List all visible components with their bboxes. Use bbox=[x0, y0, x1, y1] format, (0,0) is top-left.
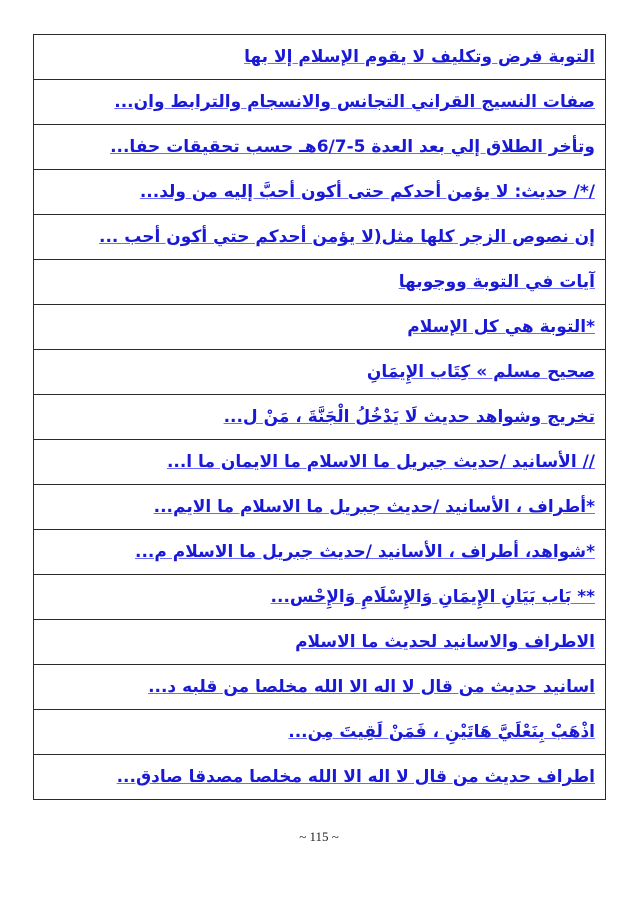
table-row bbox=[34, 350, 606, 395]
toc-link[interactable]: آيات في التوبة ووجوبها bbox=[398, 272, 595, 292]
table-row bbox=[34, 125, 606, 170]
page-number: ~ 115 ~ bbox=[299, 829, 339, 844]
table-cell bbox=[34, 530, 606, 575]
toc-link[interactable]: اطراف حديث من قال لا اله الا الله مخلصا مصدقا صادق... bbox=[116, 767, 595, 787]
table-row bbox=[34, 260, 606, 305]
table-cell bbox=[34, 35, 606, 80]
table-row bbox=[34, 665, 606, 710]
table-cell bbox=[34, 215, 606, 260]
table-cell bbox=[34, 755, 606, 800]
table-row bbox=[34, 440, 606, 485]
toc-link[interactable]: *التوبة هي كل الإسلام bbox=[407, 317, 595, 337]
table-cell bbox=[34, 260, 606, 305]
toc-link[interactable]: إن نصوص الزجر كلها مثل(لا يؤمن أحدكم حتي أكون أحب ... bbox=[99, 227, 595, 247]
table-cell bbox=[34, 620, 606, 665]
table-row bbox=[34, 620, 606, 665]
toc-link[interactable]: الاطراف والاسانيد لحديث ما الاسلام bbox=[295, 632, 595, 652]
table-cell bbox=[34, 170, 606, 215]
table-cell bbox=[34, 485, 606, 530]
contents-table bbox=[33, 34, 606, 800]
table-row bbox=[34, 80, 606, 125]
toc-link[interactable]: اذْهَبْ بِنَعْلَيَّ هَاتَيْنِ ، فَمَنْ لَقِيتَ مِن... bbox=[288, 722, 595, 742]
table-cell bbox=[34, 125, 606, 170]
toc-link[interactable]: *أطراف ، الأسانيد /حديث جبريل ما الاسلام ما الايم... bbox=[153, 497, 595, 517]
table-cell bbox=[34, 440, 606, 485]
toc-link[interactable]: وتأخر الطلاق إلي بعد العدة 5-6/7هـ حسب تحقيقات حفا... bbox=[110, 137, 595, 157]
toc-link[interactable]: اسانيد حديث من قال لا اله الا الله مخلصا من قلبه د... bbox=[148, 677, 595, 697]
table-row bbox=[34, 305, 606, 350]
table-row bbox=[34, 35, 606, 80]
toc-link[interactable]: تخريج وشواهد حديث لَا يَدْخُلُ الْجَنَّةَ ، مَنْ ل... bbox=[223, 407, 595, 427]
table-row bbox=[34, 485, 606, 530]
table-cell bbox=[34, 305, 606, 350]
table-cell bbox=[34, 665, 606, 710]
table-cell bbox=[34, 80, 606, 125]
toc-link[interactable]: ** بَاب بَيَانِ الإِيمَانِ وَالإِسْلَامِ وَالإِحْس... bbox=[270, 587, 595, 607]
table-row bbox=[34, 755, 606, 800]
toc-link[interactable]: صفات النسيج القراني التجانس والانسجام والترابط وان... bbox=[114, 92, 595, 112]
table-row bbox=[34, 710, 606, 755]
toc-link[interactable]: التوبة فرض وتكليف لا يقوم الإسلام إلا بها bbox=[244, 47, 595, 67]
table-row bbox=[34, 170, 606, 215]
toc-link[interactable]: /*/ حديث: لا يؤمن أحدكم حتى أكون أحبَّ إليه من ولد... bbox=[139, 182, 595, 202]
table-row bbox=[34, 395, 606, 440]
table-row bbox=[34, 575, 606, 620]
table-cell bbox=[34, 395, 606, 440]
table-row bbox=[34, 215, 606, 260]
table-cell bbox=[34, 350, 606, 395]
toc-link[interactable]: // الأسانيد /حديث جبريل ما الاسلام ما الايمان ما ا... bbox=[166, 452, 595, 472]
table-row bbox=[34, 530, 606, 575]
toc-link[interactable]: *شواهد، أطراف ، الأسانيد /حديث جبريل ما الاسلام م... bbox=[135, 542, 595, 562]
table-cell bbox=[34, 710, 606, 755]
table-cell bbox=[34, 575, 606, 620]
toc-link[interactable]: صحيح مسلم » كِتَاب الإِيمَانِ bbox=[366, 362, 595, 382]
